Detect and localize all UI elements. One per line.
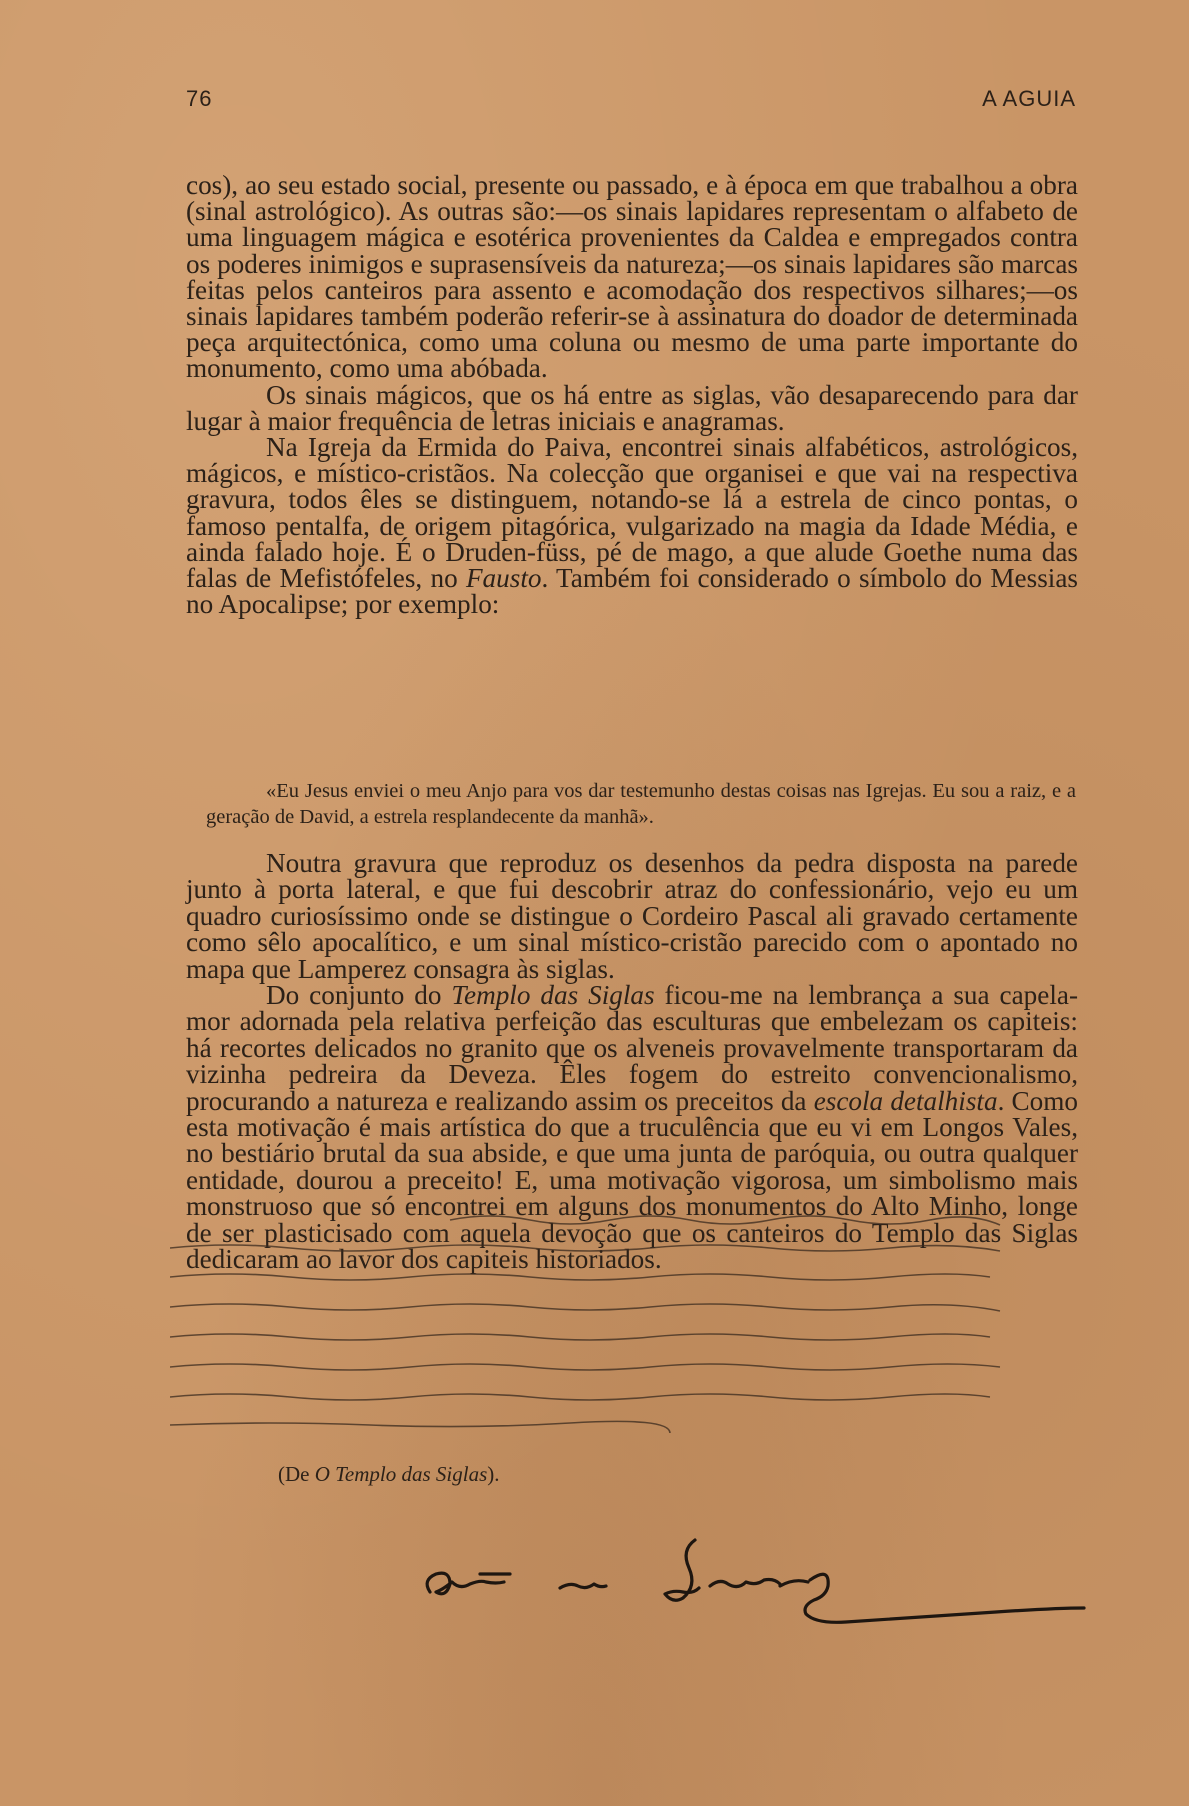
paragraph: cos), ao seu estado social, presente ou passado, e à época em que trabalhou a obra (sinal astrológico). As outras são:—os sinais lapidares representam o alfabeto de uma linguagem mágica e esotérica provenientes da Caldea e empregados contra os poderes inimigos e suprasensíveis da natureza;—os sinais lapidares são marcas feitas pelos canteiros para assento e acomodação dos respectivos silhares;—os sinais lapidares também poderão referir-se à assinatura do doador de determinada peça arquitectónica, como uma coluna ou mesmo de uma parte importante do monumento, como uma abóbada. <box>186 170 1078 384</box>
body-text-top <box>186 170 1078 620</box>
paragraph-tail: . Também foi considerado o símbolo do Messias no Apocalipse; por exemplo: <box>186 563 1078 620</box>
source-pre: (De <box>278 1462 315 1486</box>
paragraph <box>186 432 1078 620</box>
paragraph-text: Na Igreja da Ermida do Paiva, encontrei sinais alfabéticos, astrológicos, mágicos, e místico-cristãos. Na colecção que organisei e que vai na respectiva gravura, todos êles se distinguem, notando-se lá a estrela de cinco pontas, o famoso pentalfa, de origem pitagórica, vulgarizado na magia da Idade Média, e ainda falado hoje. É o Druden-füss, pé de mago, a que alude Goethe numa das falas de Mefistófeles, no <box>186 432 1078 594</box>
emphasis: Templo das Siglas <box>451 980 655 1011</box>
paragraph-pre: Do conjunto do <box>266 980 452 1011</box>
source-citation <box>278 1462 500 1487</box>
paragraph: Os sinais mágicos, que os há entre as siglas, vão desaparecendo para dar lugar à maior frequência de letras iniciais e anagramas. <box>186 379 1078 436</box>
paragraph-text: ficou-me na lembrança a sua capela-mor adornada pela relativa perfeição das esculturas que embelezam os capiteis: há recortes delicados no granito que os alveneis provavelmente transportaram da vizinha pedreira da Deveza. Êles fogem do estreito convencionalismo, procurando a natureza e realizando assim os preceitos da <box>186 980 1078 1116</box>
paragraph <box>186 980 1079 1275</box>
body-text-bottom <box>186 850 1078 1273</box>
quote-text: «Eu Jesus enviei o meu Anjo para vos dar testemunho destas coisas nas Igrejas. Eu sou a raiz, e a geração de David, a estrela resplandecente da manhã». <box>206 780 1076 828</box>
journal-title: A AGUIA <box>982 86 1076 111</box>
emphasis: escola detalhista <box>813 1085 998 1116</box>
source-post: ). <box>487 1462 500 1486</box>
paragraph: Noutra gravura que reproduz os desenhos da pedra disposta na parede junto à porta lateral, e que fui descobrir atraz do confessionário, vejo eu um quadro curiosíssimo onde se distingue o Cordeiro Pascal ali gravado certamente como sêlo apocalítico, e um sinal místico-cristão parecido com o apontado no mapa que Lamperez consagra às siglas. <box>186 848 1078 984</box>
handwritten-signature <box>410 1522 1090 1632</box>
page-number: 76 <box>186 86 213 111</box>
paragraph-tail: . Como esta motivação é mais artística do que a truculência que eu vi em Longos Vales, no bestiário brutal da sua abside, e que uma junta de paróquia, ou outra qualquer entidade, dourou a preceito! E, uma motivação vigorosa, um simbolismo mais monstruoso que só encontrei em alguns dos monumentos do Alto Minho, longe de ser plasticisado com aquela devoção que os canteiros do Templo das Siglas dedicaram ao lavor dos capiteis historiados. <box>186 1085 1079 1275</box>
emphasis: Fausto <box>465 563 542 594</box>
block-quote <box>206 778 1076 830</box>
source-title: O Templo das Siglas <box>314 1462 488 1486</box>
